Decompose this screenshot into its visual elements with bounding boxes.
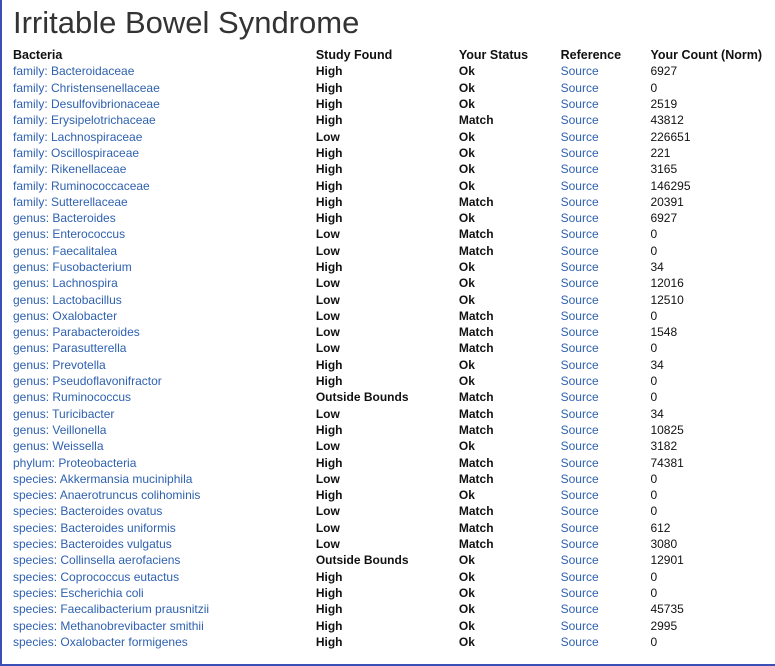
- bacteria-link[interactable]: family: Christensenellaceae: [13, 80, 160, 95]
- your-status-cell: Ok: [458, 569, 475, 584]
- study-found-cell: Outside Bounds: [315, 390, 409, 405]
- table-row: [13, 406, 775, 422]
- your-count-cell: 0: [650, 80, 658, 95]
- bacteria-link[interactable]: genus: Weissella: [13, 439, 104, 454]
- bacteria-cell: [13, 226, 316, 242]
- bacteria-link[interactable]: species: Anaerotruncus colihominis: [13, 488, 201, 503]
- reference-cell: [561, 308, 651, 324]
- source-link[interactable]: Source: [560, 260, 599, 274]
- study-found-cell: High: [315, 488, 343, 503]
- your-status-cell: Ok: [458, 260, 475, 274]
- table-row: [13, 340, 775, 356]
- your-status-cell: Ok: [458, 602, 475, 617]
- bacteria-cell: [13, 357, 316, 373]
- bacteria-cell: [13, 291, 316, 307]
- study-found-cell: High: [315, 374, 343, 389]
- your-status-cell: Match: [458, 341, 494, 356]
- source-link[interactable]: Source: [560, 406, 599, 421]
- source-link[interactable]: Source: [560, 227, 599, 242]
- source-link[interactable]: Source: [560, 80, 599, 95]
- bacteria-cell: [13, 601, 316, 617]
- bacteria-cell: [13, 308, 316, 324]
- table-row: [13, 389, 775, 405]
- source-link[interactable]: Source: [560, 585, 599, 600]
- your-count-cell: 3080: [650, 537, 678, 552]
- table-row: [13, 617, 775, 633]
- study-found-cell: Low: [315, 406, 340, 421]
- table-row: [13, 487, 775, 503]
- table-row: [13, 145, 775, 161]
- your-status-cell: Ok: [458, 357, 475, 372]
- table-row: [13, 438, 775, 454]
- bacteria-link[interactable]: genus: Parasutterella: [13, 341, 127, 356]
- column-header-study-found: Study Found: [315, 48, 393, 63]
- your-count-cell: 3182: [650, 439, 678, 454]
- source-link[interactable]: Source: [560, 471, 599, 486]
- source-link[interactable]: Source: [560, 292, 599, 307]
- reference-cell: [561, 601, 651, 617]
- study-found-cell: High: [315, 162, 343, 177]
- column-header-bacteria: Bacteria: [13, 48, 63, 63]
- table-row: [13, 471, 775, 487]
- bacteria-link[interactable]: family: Erysipelotrichaceae: [13, 113, 156, 128]
- study-found-cell: Low: [315, 308, 340, 323]
- bacteria-link[interactable]: genus: Bacteroides: [13, 211, 116, 226]
- reference-cell: [561, 194, 651, 210]
- study-found-cell: Low: [315, 520, 340, 535]
- table-row: [13, 210, 775, 226]
- table-row: [13, 194, 775, 210]
- table-row: [13, 520, 775, 536]
- reference-cell: [561, 226, 651, 242]
- bacteria-cell: [13, 275, 316, 291]
- bacteria-link[interactable]: family: Rikenellaceae: [13, 162, 127, 177]
- bacteria-link[interactable]: species: Akkermansia muciniphila: [13, 471, 193, 486]
- bacteria-cell: [13, 503, 316, 519]
- bacteria-cell: [13, 552, 316, 568]
- your-status-cell: Match: [458, 308, 494, 323]
- your-status-cell: Match: [458, 455, 494, 470]
- study-found-cell: High: [315, 178, 343, 193]
- bacteria-cell: [13, 471, 316, 487]
- bacteria-cell: [13, 112, 316, 128]
- your-status-cell: Match: [458, 390, 494, 405]
- bacteria-cell: [13, 406, 316, 422]
- reference-cell: [561, 80, 651, 96]
- bacteria-link[interactable]: genus: Ruminococcus: [13, 390, 132, 405]
- source-link[interactable]: Source: [560, 243, 599, 258]
- study-found-cell: High: [315, 455, 343, 470]
- table-row: [13, 161, 775, 177]
- bacteria-link[interactable]: genus: Faecalitalea: [13, 243, 118, 258]
- your-count-cell: 0: [650, 374, 658, 389]
- bacteria-cell: [13, 145, 316, 161]
- source-link[interactable]: Source: [560, 374, 599, 389]
- your-count-cell: 2519: [650, 97, 678, 112]
- study-found-cell: Low: [315, 227, 340, 242]
- your-count-cell: 0: [650, 504, 658, 519]
- table-row: [13, 422, 775, 438]
- your-count-cell: 0: [650, 634, 658, 649]
- study-found-cell: Low: [315, 471, 340, 486]
- bacteria-link[interactable]: genus: Fusobacterium: [13, 260, 132, 274]
- your-status-cell: Match: [458, 537, 494, 552]
- bacteria-link[interactable]: family: Oscillospiraceae: [13, 145, 140, 160]
- source-link[interactable]: Source: [560, 178, 599, 193]
- column-header-your-count: Your Count (Norm): [650, 48, 763, 63]
- study-found-cell: Low: [315, 292, 340, 307]
- source-link[interactable]: Source: [560, 439, 599, 454]
- source-link[interactable]: Source: [560, 618, 599, 633]
- bacteria-link[interactable]: species: Faecalibacterium prausnitzii: [13, 602, 210, 617]
- table-row: [13, 536, 775, 552]
- your-status-cell: Match: [458, 194, 494, 209]
- table-row: [13, 503, 775, 519]
- bacteria-cell: [13, 243, 316, 259]
- reference-cell: [561, 145, 651, 161]
- reference-cell: [561, 275, 651, 291]
- bacteria-cell: [13, 63, 316, 79]
- your-status-cell: Ok: [458, 129, 475, 144]
- table-header-row: [13, 47, 775, 63]
- bacteria-link[interactable]: genus: Veillonella: [13, 422, 107, 437]
- source-link[interactable]: Source: [560, 488, 599, 503]
- source-link[interactable]: Source: [560, 504, 599, 519]
- your-status-cell: Match: [458, 243, 494, 258]
- reference-cell: [561, 569, 651, 585]
- your-status-cell: Ok: [458, 211, 475, 226]
- your-status-cell: Ok: [458, 292, 475, 307]
- your-count-cell: 45735: [650, 602, 684, 617]
- bacteria-link[interactable]: genus: Turicibacter: [13, 406, 115, 421]
- your-count-cell: 2995: [650, 618, 678, 633]
- your-count-cell: 0: [650, 569, 658, 584]
- table-row: [13, 601, 775, 617]
- table-row: [13, 324, 775, 340]
- source-link[interactable]: Source: [560, 162, 599, 177]
- your-status-cell: Ok: [458, 162, 475, 177]
- study-found-cell: High: [315, 260, 343, 274]
- reference-cell: [561, 634, 651, 650]
- bacteria-link[interactable]: species: Coprococcus eutactus: [13, 569, 180, 584]
- table-row: [13, 275, 775, 291]
- reference-cell: [561, 617, 651, 633]
- table-row: [13, 308, 775, 324]
- your-status-cell: Match: [458, 406, 494, 421]
- reference-cell: [561, 536, 651, 552]
- your-count-cell: 146295: [650, 178, 691, 193]
- reference-cell: [561, 243, 651, 259]
- study-found-cell: Low: [315, 325, 340, 340]
- bacteria-cell: [13, 454, 316, 470]
- source-link[interactable]: Source: [560, 634, 599, 649]
- bacteria-cell: [13, 585, 316, 601]
- bacteria-link[interactable]: species: Bacteroides vulgatus: [13, 537, 172, 552]
- table-row: [13, 243, 775, 259]
- table-row: [13, 259, 775, 275]
- your-status-cell: Ok: [458, 634, 475, 649]
- bacteria-cell: [13, 487, 316, 503]
- table-body: [13, 63, 775, 650]
- bacteria-link[interactable]: genus: Parabacteroides: [13, 325, 140, 340]
- table-row: [13, 357, 775, 373]
- table-row: [13, 373, 775, 389]
- bacteria-cell: [13, 128, 316, 144]
- reference-cell: [561, 389, 651, 405]
- page-title: Irritable Bowel Syndrome: [13, 5, 360, 40]
- source-link[interactable]: Source: [560, 537, 599, 552]
- table-row: [13, 80, 775, 96]
- reference-cell: [561, 520, 651, 536]
- bacteria-link[interactable]: species: Bacteroides uniformis: [13, 520, 176, 535]
- bacteria-cell: [13, 536, 316, 552]
- source-link[interactable]: Source: [560, 569, 599, 584]
- bacteria-link[interactable]: family: Ruminococcaceae: [13, 178, 150, 193]
- column-header-reference: Reference: [560, 48, 622, 63]
- your-count-cell: 0: [650, 243, 658, 258]
- bacteria-link[interactable]: species: Oxalobacter formigenes: [13, 634, 188, 649]
- your-count-cell: 221: [650, 145, 671, 160]
- your-status-cell: Ok: [458, 178, 475, 193]
- source-link[interactable]: Source: [560, 390, 599, 405]
- reference-cell: [561, 487, 651, 503]
- bacteria-link[interactable]: genus: Pseudoflavonifractor: [13, 374, 162, 389]
- bacteria-link[interactable]: family: Lachnospiraceae: [13, 129, 143, 144]
- your-count-cell: 226651: [650, 129, 691, 144]
- source-link[interactable]: Source: [560, 422, 599, 437]
- your-count-cell: 3165: [650, 162, 678, 177]
- your-count-cell: 34: [650, 406, 664, 421]
- bacteria-cell: [13, 634, 316, 650]
- reference-cell: [561, 422, 651, 438]
- your-count-cell: 34: [650, 357, 664, 372]
- your-status-cell: Ok: [458, 553, 475, 568]
- source-link[interactable]: Source: [560, 129, 599, 144]
- your-status-cell: Ok: [458, 145, 475, 160]
- bacteria-cell: [13, 389, 316, 405]
- table-row: [13, 291, 775, 307]
- bacteria-cell: [13, 259, 316, 275]
- source-link[interactable]: Source: [560, 520, 599, 535]
- reference-cell: [561, 324, 651, 340]
- source-link[interactable]: Source: [560, 602, 599, 617]
- table-row: [13, 552, 775, 568]
- your-status-cell: Ok: [458, 276, 475, 291]
- your-count-cell: 0: [650, 308, 658, 323]
- bacteria-cell: [13, 438, 316, 454]
- bacteria-cell: [13, 210, 316, 226]
- source-link[interactable]: Source: [560, 276, 599, 291]
- reference-cell: [561, 340, 651, 356]
- bacteria-cell: [13, 177, 316, 193]
- study-found-cell: High: [315, 194, 343, 209]
- table-row: [13, 454, 775, 470]
- study-found-cell: Low: [315, 504, 340, 519]
- bacteria-link[interactable]: species: Escherichia coli: [13, 585, 144, 600]
- your-status-cell: Ok: [458, 439, 475, 454]
- reference-cell: [561, 63, 651, 79]
- study-found-cell: Low: [315, 341, 340, 356]
- bacteria-link[interactable]: genus: Enterococcus: [13, 227, 126, 242]
- study-found-cell: High: [315, 618, 343, 633]
- reference-cell: [561, 291, 651, 307]
- study-found-cell: Outside Bounds: [315, 553, 409, 568]
- your-count-cell: 1548: [650, 325, 678, 340]
- study-found-cell: High: [315, 64, 343, 79]
- reference-cell: [561, 503, 651, 519]
- reference-cell: [561, 96, 651, 112]
- bacteria-cell: [13, 520, 316, 536]
- reference-cell: [561, 471, 651, 487]
- table-row: [13, 63, 775, 79]
- source-link[interactable]: Source: [560, 113, 599, 128]
- your-count-cell: 74381: [650, 455, 684, 470]
- reference-cell: [561, 373, 651, 389]
- study-found-cell: High: [315, 602, 343, 617]
- study-found-cell: High: [315, 80, 343, 95]
- bacteria-cell: [13, 422, 316, 438]
- study-found-cell: High: [315, 357, 343, 372]
- bacteria-link[interactable]: genus: Oxalobacter: [13, 308, 118, 323]
- bacteria-cell: [13, 96, 316, 112]
- your-status-cell: Ok: [458, 80, 475, 95]
- bacteria-cell: [13, 340, 316, 356]
- table-row: [13, 569, 775, 585]
- your-count-cell: 6927: [650, 64, 678, 79]
- bacteria-cell: [13, 569, 316, 585]
- your-count-cell: 0: [650, 341, 658, 356]
- your-count-cell: 0: [650, 488, 658, 503]
- your-count-cell: 10825: [650, 422, 684, 437]
- study-found-cell: High: [315, 422, 343, 437]
- bacteria-link[interactable]: genus: Lachnospira: [13, 276, 118, 291]
- reference-cell: [561, 161, 651, 177]
- source-link[interactable]: Source: [560, 97, 599, 112]
- reference-cell: [561, 259, 651, 275]
- bacteria-cell: [13, 324, 316, 340]
- study-found-cell: High: [315, 97, 343, 112]
- reference-cell: [561, 357, 651, 373]
- table-row: [13, 226, 775, 242]
- bacteria-link[interactable]: species: Bacteroides ovatus: [13, 504, 163, 519]
- your-status-cell: Match: [458, 325, 494, 340]
- study-found-cell: High: [315, 634, 343, 649]
- your-status-cell: Ok: [458, 64, 475, 79]
- your-status-cell: Match: [458, 113, 494, 128]
- study-found-cell: Low: [315, 439, 340, 454]
- your-count-cell: 0: [650, 471, 658, 486]
- study-found-cell: Low: [315, 276, 340, 291]
- your-status-cell: Ok: [458, 488, 475, 503]
- reference-cell: [561, 128, 651, 144]
- your-count-cell: 612: [650, 520, 671, 535]
- bacteria-link[interactable]: genus: Lactobacillus: [13, 292, 122, 307]
- bacteria-link[interactable]: family: Desulfovibrionaceae: [13, 97, 160, 112]
- source-link[interactable]: Source: [560, 357, 599, 372]
- reference-cell: [561, 177, 651, 193]
- reference-cell: [561, 210, 651, 226]
- bacteria-link[interactable]: species: Collinsella aerofaciens: [13, 553, 181, 568]
- study-found-cell: High: [315, 113, 343, 128]
- your-status-cell: Ok: [458, 374, 475, 389]
- source-link[interactable]: Source: [560, 553, 599, 568]
- your-status-cell: Match: [458, 227, 494, 242]
- study-found-cell: High: [315, 569, 343, 584]
- frame-left-border: [0, 0, 2, 666]
- your-count-cell: 12510: [650, 292, 684, 307]
- bacteria-cell: [13, 194, 316, 210]
- study-found-cell: High: [315, 145, 343, 160]
- your-status-cell: Match: [458, 471, 494, 486]
- your-count-cell: 0: [650, 227, 658, 242]
- column-header-your-status: Your Status: [458, 48, 529, 63]
- study-found-cell: Low: [315, 243, 340, 258]
- study-found-cell: High: [315, 211, 343, 226]
- your-count-cell: 20391: [650, 194, 684, 209]
- your-status-cell: Match: [458, 504, 494, 519]
- table-row: [13, 96, 775, 112]
- source-link[interactable]: Source: [560, 341, 599, 356]
- your-count-cell: 34: [650, 260, 664, 274]
- source-link[interactable]: Source: [560, 145, 599, 160]
- bacteria-cell: [13, 373, 316, 389]
- table-row: [13, 112, 775, 128]
- your-status-cell: Ok: [458, 585, 475, 600]
- bacteria-cell: [13, 80, 316, 96]
- your-count-cell: 6927: [650, 211, 678, 226]
- bacteria-link[interactable]: species: Methanobrevibacter smithii: [13, 618, 204, 633]
- your-status-cell: Ok: [458, 97, 475, 112]
- reference-cell: [561, 438, 651, 454]
- bacteria-cell: [13, 161, 316, 177]
- table-row: [13, 585, 775, 601]
- your-count-cell: 12901: [650, 553, 684, 568]
- your-count-cell: 12016: [650, 276, 684, 291]
- reference-cell: [561, 406, 651, 422]
- source-link[interactable]: Source: [560, 325, 599, 340]
- bacteria-link[interactable]: family: Sutterellaceae: [13, 194, 128, 209]
- bacteria-link[interactable]: phylum: Proteobacteria: [13, 455, 137, 470]
- study-found-cell: Low: [315, 129, 340, 144]
- table-row: [13, 177, 775, 193]
- your-count-cell: 0: [650, 390, 658, 405]
- reference-cell: [561, 585, 651, 601]
- reference-cell: [561, 112, 651, 128]
- bacteria-cell: [13, 617, 316, 633]
- table-row: [13, 128, 775, 144]
- bacteria-link[interactable]: genus: Prevotella: [13, 357, 106, 372]
- bacteria-table: [13, 47, 775, 650]
- source-link[interactable]: Source: [560, 308, 599, 323]
- your-status-cell: Match: [458, 422, 494, 437]
- source-link[interactable]: Source: [560, 64, 599, 79]
- source-link[interactable]: Source: [560, 455, 599, 470]
- bacteria-link[interactable]: family: Bacteroidaceae: [13, 64, 135, 79]
- table-row: [13, 634, 775, 650]
- your-count-cell: 0: [650, 585, 658, 600]
- your-status-cell: Ok: [458, 618, 475, 633]
- study-found-cell: High: [315, 585, 343, 600]
- source-link[interactable]: Source: [560, 194, 599, 209]
- your-status-cell: Match: [458, 520, 494, 535]
- study-found-cell: Low: [315, 537, 340, 552]
- reference-cell: [561, 552, 651, 568]
- your-count-cell: 43812: [650, 113, 684, 128]
- source-link[interactable]: Source: [560, 211, 599, 226]
- reference-cell: [561, 454, 651, 470]
